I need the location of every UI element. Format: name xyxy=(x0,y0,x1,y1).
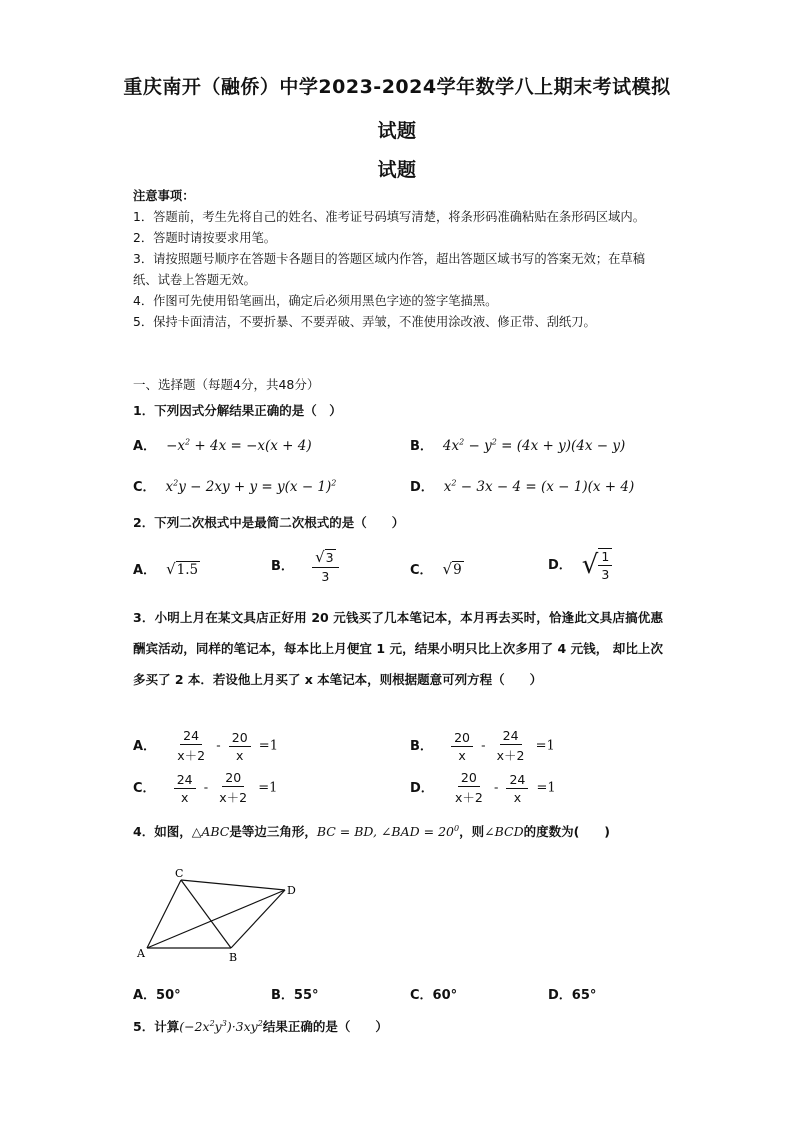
label-c: C xyxy=(175,867,184,880)
question-3-stem: 3．小明上月在某文具店正好用 20 元钱买了几本笔记本，本月再去买时，恰逢此文具店搞优惠酬宾活动，同样的笔记本，每本比上月便宜 1 元，结果小明只比上次多用了 4 元钱， 却比上次多买了 2 本．若设他上月买了 x 本笔记本，则根据题意可列方程（ ） xyxy=(133,610,663,687)
q2-option-c[interactable]: C． √9 xyxy=(410,560,462,578)
q1-c-expr: $x^2y - 2xy + y = y(x - 1)^2$ xyxy=(165,478,337,495)
notice-heading: 注意事项： xyxy=(133,189,195,203)
page-subtitle: 试题 xyxy=(377,159,417,181)
notice-item: 5．保持卡面清洁，不要折暴、不要弄破、弄皱，不准使用涂改液、修正带、刮纸刀。 xyxy=(133,315,596,329)
q1-option-c[interactable]: C． $x^2y - 2xy + y = y(x - 1)^2$ xyxy=(133,478,337,495)
notice-item: 1．答题前，考生先将自己的姓名、准考证号码填写清楚，将条形码准确粘贴在条形码区域内。 xyxy=(133,210,645,224)
q1-option-d[interactable]: D． $x^2 - 3x - 4 = (x - 1)(x + 4)$ xyxy=(410,478,635,495)
q1-a-expr: $-x^2 + 4x = -x(x + 4)$ xyxy=(166,437,312,454)
section-heading: 一、选择题（每题4分，共48分） xyxy=(133,377,320,392)
segment-ad xyxy=(147,890,285,948)
q3-option-d[interactable]: D． $\frac{20}{x+2}$ - $\frac{24}{x}$ =1 xyxy=(410,770,556,805)
label-d: D xyxy=(287,884,296,897)
question-1-stem: 1．下列因式分解结果正确的是（ ） xyxy=(133,403,342,418)
notice-item: 3．请按照题号顺序在答题卡各题目的答题区域内作答，超出答题区域书写的答案无效；在草稿纸、试卷上答题无效。 xyxy=(133,252,645,287)
q4-option-d[interactable]: D．65° xyxy=(548,988,597,1003)
q4-option-a[interactable]: A．50° xyxy=(133,988,181,1003)
q1-d-expr: $x^2 - 3x - 4 = (x - 1)(x + 4)$ xyxy=(443,478,635,495)
q3-option-c[interactable]: C． $\frac{24}{x}$ - $\frac{20}{x+2}$ =1 xyxy=(133,770,278,805)
notice-item: 2．答题时请按要求用笔。 xyxy=(133,231,277,245)
question-4-stem: 4．如图，△ABC是等边三角形，BC = BD, ∠BAD = $20^0$，则∠BCD的度数为( ) xyxy=(133,823,611,839)
page-title-line2: 试题 xyxy=(377,120,417,142)
q2-option-a[interactable]: A． √1.5 xyxy=(133,560,199,578)
segment-ca xyxy=(147,880,181,948)
page-title: 重庆南开（融侨）中学2023-2024学年数学八上期末考试模拟 xyxy=(123,76,671,98)
q1-option-a[interactable]: A． $-x^2 + 4x = -x(x + 4)$ xyxy=(133,437,312,454)
question-2-stem: 2．下列二次根式中是最简二次根式的是（ ） xyxy=(133,515,405,530)
segment-cb xyxy=(181,880,231,948)
q1-b-expr: $4x^2 - y^2 = (4x + y)(4x - y)$ xyxy=(442,437,626,454)
label-b: B xyxy=(229,951,238,964)
notice-block xyxy=(133,186,663,333)
q4-figure xyxy=(133,866,313,966)
q1-option-b[interactable]: B． $4x^2 - y^2 = (4x + y)(4x - y)$ xyxy=(410,437,626,454)
segment-cd xyxy=(181,880,285,890)
q3-option-a[interactable]: A． $\frac{24}{x+2}$ - $\frac{20}{x}$ =1 xyxy=(133,728,278,763)
q2-option-d[interactable]: D． √ $\frac{1}{3}$ xyxy=(548,548,616,582)
segment-bd xyxy=(231,890,285,948)
q2-option-b[interactable]: B． $\frac{√3}{3}$ xyxy=(271,548,343,584)
label-a: A xyxy=(137,947,145,960)
q4-option-b[interactable]: B．55° xyxy=(271,988,319,1003)
notice-item: 4．作图可先使用铅笔画出，确定后必须用黑色字迹的签字笔描黑。 xyxy=(133,294,498,308)
question-5-stem: 5．计算$(-2x^2y^3)\cdot 3xy^2$结果正确的是（ ） xyxy=(133,1018,388,1034)
q3-option-b[interactable]: B． $\frac{20}{x}$ - $\frac{24}{x+2}$ =1 xyxy=(410,728,555,763)
q4-option-c[interactable]: C．60° xyxy=(410,988,458,1003)
